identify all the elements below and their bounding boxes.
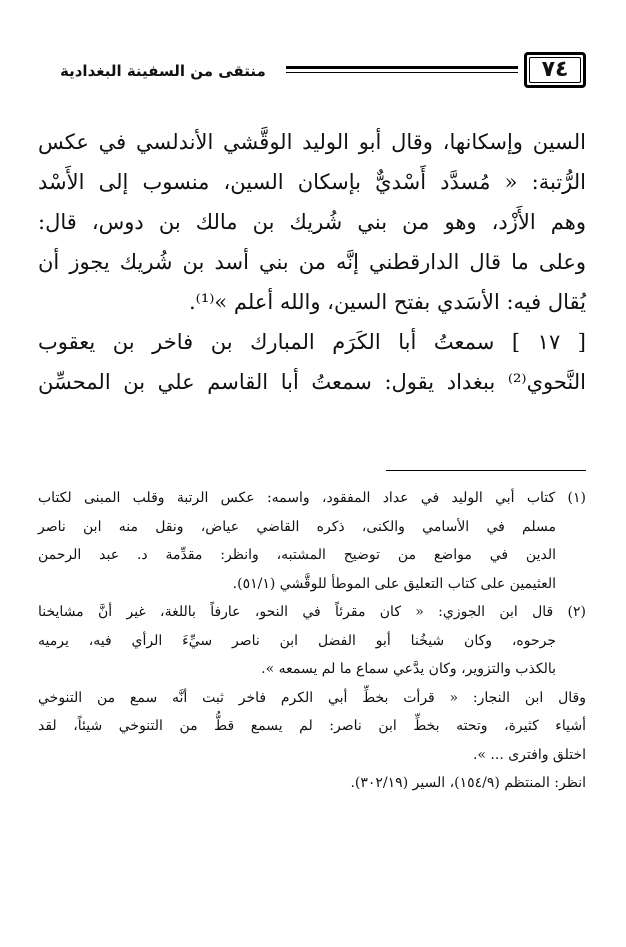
footnote-line: (٢) قال ابن الجوزي: « كان مقرئاً في النحو، عارفاً باللغة، غير أنَّ مشايخنا [38, 604, 586, 620]
page-number: ٧٤ [541, 57, 569, 82]
main-text [38, 122, 586, 402]
footnote-line: أشياء كثيرة، وتحته بخطِّ ابن ناصر: لم يسمع قطُّ من التنوخي شيئاً، لقد [38, 718, 586, 734]
main-line: الرُّتبة: « مُسدَّد أَسْديٌّ بإسكان السين، منسوب إلى الأَسْد [38, 170, 586, 194]
footnote-line: اختلق وافترى ... ». [472, 746, 586, 763]
main-line: يُقال فيه: الأسَدي بفتح السين، والله أعلم »⁽¹⁾. [188, 290, 586, 314]
main-line: السين وإسكانها، وقال أبو الوليد الوقَّشي الأندلسي في عكس [38, 130, 586, 154]
footnote-line: مسلم في الأسامي والكنى، ذكره القاضي عياض، ونقل منه ابن ناصر [38, 518, 556, 535]
page-header [60, 50, 580, 98]
page-number-frame [465, 50, 591, 90]
footnote-line: (١) كتاب أبي الوليد في عداد المفقود، واسمه: عكس الرتبة وقلب المبنى لكتاب [38, 490, 586, 506]
footnote-line: وقال ابن النجار: « قرأت بخطِّ أبي الكرم فاخر ثبت أنَّه سمع من التنوخي [38, 689, 586, 706]
footnote-line: انظر: المنتظم (١٥٤/٩)، السير (٣٠٢/١٩). [350, 775, 586, 791]
main-line: النَّحوي⁽²⁾ ببغداد يقول: سمعتُ أبا القاسم علي بن المحسِّن [38, 370, 586, 394]
main-line: [ ١٧ ] سمعتُ أبا الكَرَم المبارك بن فاخر بن يعقوب [38, 330, 586, 354]
main-line: وعلى ما قال الدارقطني إنَّه من بني أسد بن شُريك يجوز أن [38, 250, 586, 274]
footnote-line: العثيمين على كتاب التعليق على الموطأ للوقَّشي (٥١/١). [232, 575, 556, 592]
footnote-line: الدين في مواضع من توضيح المشتبه، وانظر: مقدِّمة د. عبد الرحمن [38, 547, 556, 563]
footnotes [38, 484, 586, 798]
footnote-line: جرحوه، وكان شيخُنا أبو الفضل ابن ناصر سيِّءَ الرأي فيه، يرميه [38, 632, 556, 649]
footnote-separator [386, 470, 586, 471]
running-title: منتقى من السفينة البغدادية [60, 62, 266, 80]
main-line: وهم الأَزْد، وهو من بني شُريك بن مالك بن دوس، قال: [38, 210, 586, 234]
footnote-line: بالكذب والتزوير، وكان يدَّعي سماع ما لم يسمعه ». [261, 661, 556, 677]
